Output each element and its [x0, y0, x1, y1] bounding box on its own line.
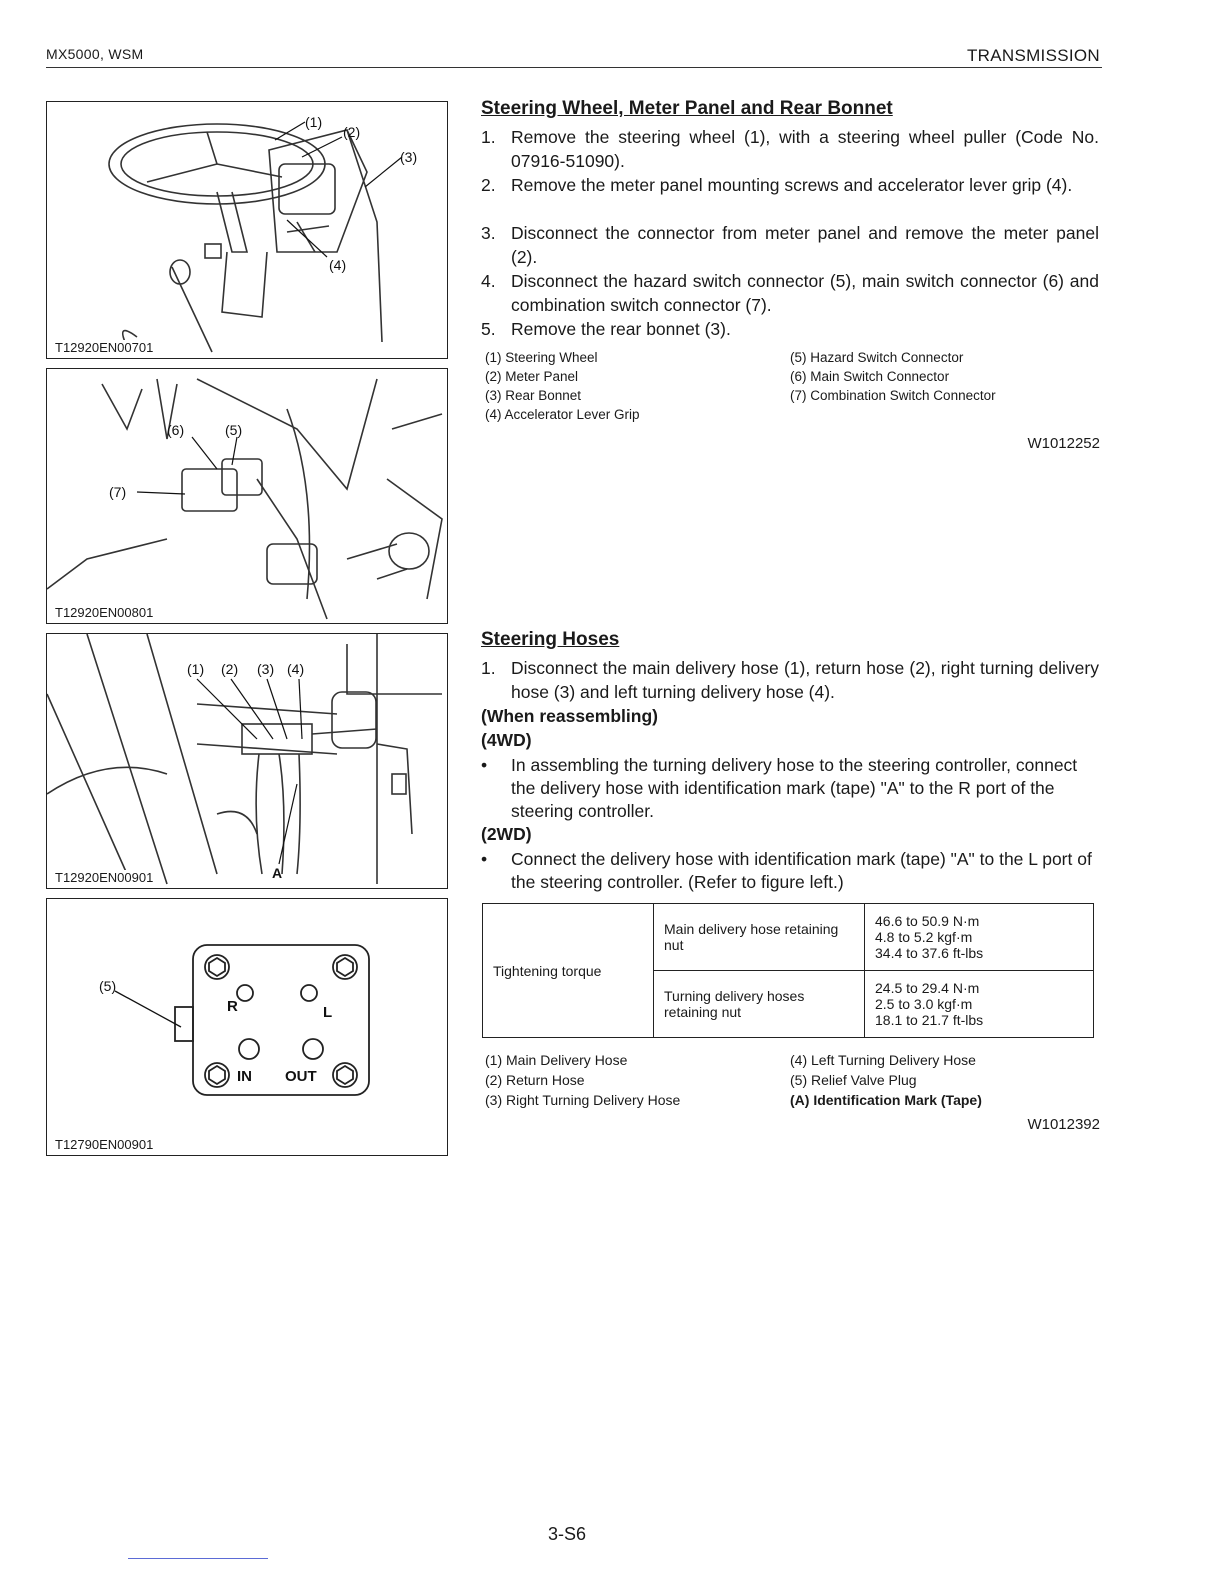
fig1-callout-1: (1) [305, 114, 323, 130]
header-model: MX5000, WSM [46, 46, 144, 62]
fig2-callout-5: (5) [225, 422, 243, 438]
step-item [481, 126, 1099, 173]
reference-code: W1012392 [1027, 1116, 1100, 1133]
step-text: Disconnect the main delivery hose (1), return hose (2), right turning delivery hose (3) and left turning delivery hose (4). [511, 658, 1099, 702]
fig3-callout-2: (2) [221, 661, 239, 677]
step-item [481, 318, 1099, 342]
step-item [481, 270, 1099, 317]
bullet-item [481, 848, 1099, 894]
header-rule [46, 67, 1102, 68]
legend-item: (2) Return Hose [485, 1072, 585, 1088]
legend-item: (4) Left Turning Delivery Hose [790, 1052, 976, 1068]
footer-link-line [128, 1558, 268, 1559]
torque-value: 34.4 to 37.6 ft-lbs [875, 945, 984, 961]
steering-controller-diagram [47, 899, 447, 1155]
legend-item: (3) Rear Bonnet [485, 388, 582, 403]
step-number: 1. [481, 127, 496, 147]
step-number: 4. [481, 271, 496, 291]
legend-item: (A) Identification Mark (Tape) [790, 1092, 982, 1108]
port-r-label: R [227, 998, 238, 1015]
table-cell: Turning delivery hoses retaining nut [654, 971, 865, 1038]
section-title-steering-hoses: Steering Hoses [481, 629, 620, 650]
steering-hoses-illustration [47, 634, 447, 888]
fig3-callout-a: A [272, 865, 283, 881]
figure-steering-hoses [46, 633, 448, 889]
legend-left [485, 348, 775, 424]
step-item [481, 657, 1099, 704]
fig1-callout-3: (3) [400, 149, 418, 165]
figure-caption: T12920EN00801 [55, 605, 154, 620]
port-in-label: IN [237, 1068, 252, 1085]
section-title-steering-wheel: Steering Wheel, Meter Panel and Rear Bonnet [481, 98, 893, 119]
reference-code: W1012252 [1027, 435, 1100, 452]
figure-steering-controller [46, 898, 448, 1156]
step-item [481, 222, 1099, 269]
legend-left [485, 1050, 785, 1110]
legend-item: (1) Main Delivery Hose [485, 1052, 628, 1068]
legend-right [790, 348, 1100, 405]
step-number: 3. [481, 223, 496, 243]
table-cell: Main delivery hose retaining nut [654, 904, 865, 971]
legend-item: (4) Accelerator Lever Grip [485, 407, 640, 422]
step-text: Disconnect the hazard switch connector (5), main switch connector (6) and combination switch connector (7). [511, 271, 1099, 315]
figure-caption: T12790EN00901 [55, 1137, 154, 1152]
fig4-callout-5: (5) [99, 978, 117, 994]
legend-item: (3) Right Turning Delivery Hose [485, 1092, 681, 1108]
torque-table [482, 903, 1094, 1038]
legend-right [790, 1050, 1100, 1110]
header-chapter: TRANSMISSION [966, 46, 1100, 65]
table-row [483, 904, 1094, 971]
step-text: Remove the meter panel mounting screws and accelerator lever grip (4). [511, 175, 1073, 195]
fig3-callout-1: (1) [187, 661, 205, 677]
connectors-illustration [47, 369, 447, 623]
step-text: Disconnect the connector from meter panel and remove the meter panel (2). [511, 223, 1099, 267]
steering-wheel-illustration [47, 102, 447, 358]
port-l-label: L [323, 1004, 333, 1021]
torque-value: 18.1 to 21.7 ft-lbs [875, 1012, 984, 1028]
bullet-mark: • [481, 849, 488, 869]
torque-value: 24.5 to 29.4 N·m [875, 980, 980, 996]
page-number: 3-S6 [548, 1524, 587, 1544]
fig1-callout-2: (2) [343, 124, 361, 140]
port-out-label: OUT [285, 1068, 317, 1085]
bullet-item [481, 754, 1099, 823]
step-number: 5. [481, 319, 496, 339]
figure-connectors [46, 368, 448, 624]
legend-item: (2) Meter Panel [485, 369, 579, 384]
step-item [481, 174, 1099, 198]
legend-item: (6) Main Switch Connector [790, 369, 950, 384]
step-number: 2. [481, 175, 496, 195]
figure-caption: T12920EN00901 [55, 870, 154, 885]
figure-steering-wheel [46, 101, 448, 359]
legend-item: (5) Hazard Switch Connector [790, 350, 964, 365]
subheading-4wd: (4WD) [481, 730, 532, 750]
torque-label-cell: Tightening torque [483, 904, 654, 1038]
table-cell [865, 904, 1094, 971]
legend-item: (1) Steering Wheel [485, 350, 598, 365]
torque-value: 4.8 to 5.2 kgf·m [875, 929, 973, 945]
fig2-callout-7: (7) [109, 484, 127, 500]
fig1-callout-4: (4) [329, 257, 347, 273]
bullet-text: In assembling the turning delivery hose to the steering controller, connect the delivery hose with identification mark (tape) "A" to the R port of the steering controller. [511, 755, 1078, 821]
legend-item: (7) Combination Switch Connector [790, 388, 996, 403]
subheading-2wd: (2WD) [481, 824, 532, 844]
fig3-callout-4: (4) [287, 661, 305, 677]
torque-value: 2.5 to 3.0 kgf·m [875, 996, 973, 1012]
bullet-mark: • [481, 755, 488, 775]
table-cell [865, 971, 1094, 1038]
fig3-callout-3: (3) [257, 661, 275, 677]
torque-value: 46.6 to 50.9 N·m [875, 913, 980, 929]
reassembling-heading: (When reassembling) [481, 706, 658, 726]
step-text: Remove the rear bonnet (3). [511, 319, 731, 339]
legend-item: (5) Relief Valve Plug [790, 1072, 917, 1088]
step-number: 1. [481, 658, 496, 678]
fig2-callout-6: (6) [167, 422, 185, 438]
bullet-text: Connect the delivery hose with identification mark (tape) "A" to the L port of the steering controller. (Refer to figure left.) [511, 849, 1092, 892]
step-text: Remove the steering wheel (1), with a steering wheel puller (Code No. 07916-51090). [511, 127, 1099, 171]
figure-caption: T12920EN00701 [55, 340, 154, 355]
